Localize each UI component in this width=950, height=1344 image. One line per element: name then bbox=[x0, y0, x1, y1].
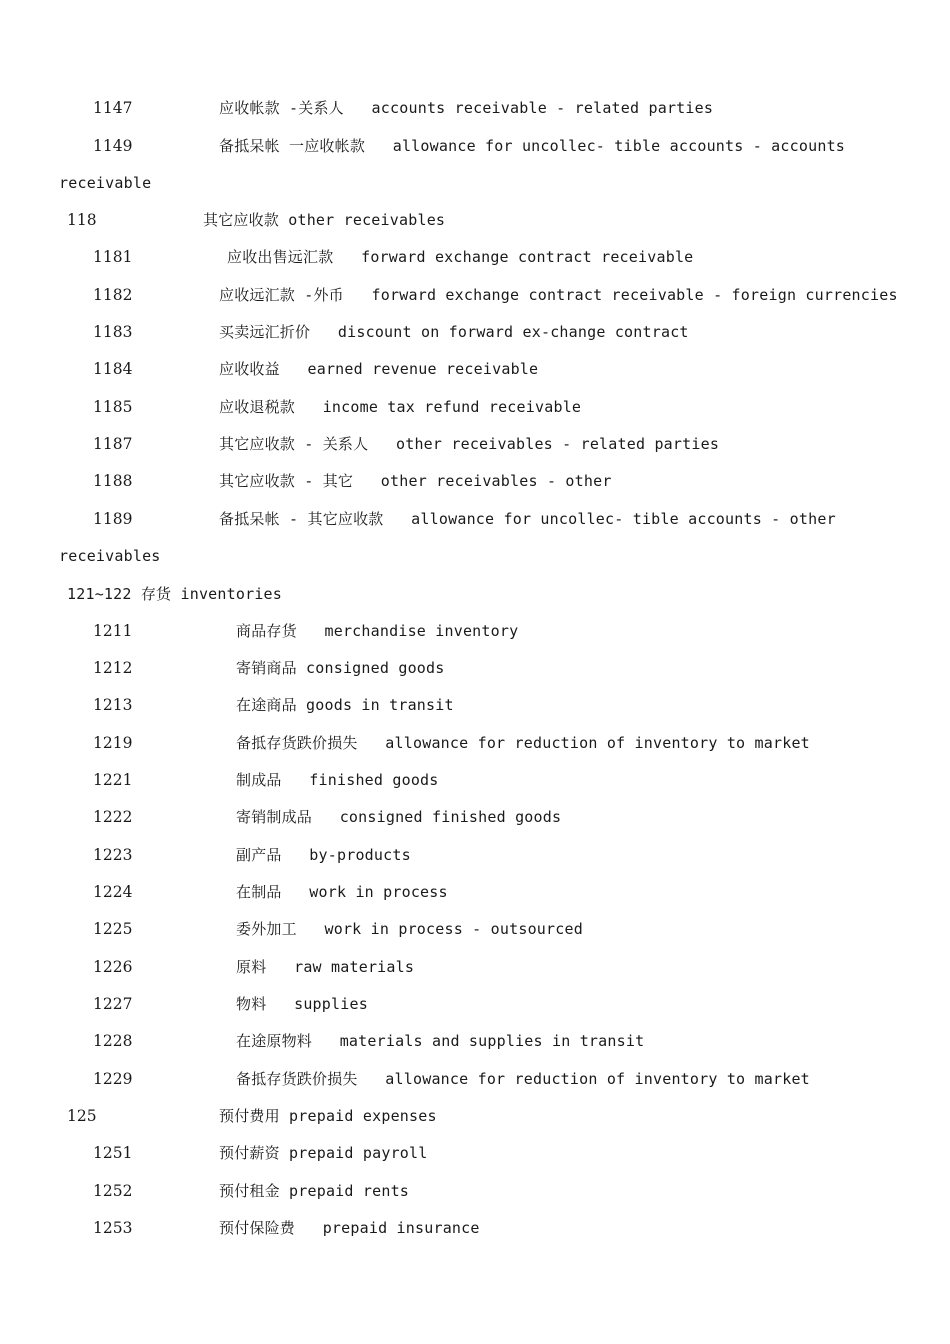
account-line bbox=[0, 320, 900, 344]
account-line bbox=[0, 283, 900, 307]
account-text: 其它应收款 other receivables bbox=[203, 211, 446, 229]
account-text: 其它应收款 - 其它 other receivables - other bbox=[219, 472, 612, 490]
account-line bbox=[0, 768, 900, 792]
account-code: 1219 bbox=[93, 734, 133, 752]
account-code: 1225 bbox=[93, 920, 133, 938]
account-text: 买卖远汇折价 discount on forward ex-change contract bbox=[219, 323, 689, 341]
account-line bbox=[0, 1029, 900, 1053]
account-text: 应收出售远汇款 forward exchange contract receivable bbox=[227, 248, 694, 266]
account-code: 1187 bbox=[93, 435, 133, 453]
account-line bbox=[0, 507, 900, 531]
account-code: 1227 bbox=[93, 995, 133, 1013]
account-code: 125 bbox=[67, 1107, 97, 1125]
account-line bbox=[0, 357, 900, 381]
account-line bbox=[0, 1141, 900, 1165]
account-line bbox=[0, 245, 900, 269]
account-line bbox=[0, 955, 900, 979]
account-group-line bbox=[0, 582, 900, 606]
account-text: 应收退税款 income tax refund receivable bbox=[219, 398, 582, 416]
account-text: receivable bbox=[59, 174, 152, 192]
account-code: 1251 bbox=[93, 1144, 133, 1162]
account-text: 预付租金 prepaid rents bbox=[219, 1182, 410, 1200]
account-code: 1212 bbox=[93, 659, 133, 677]
continuation-line bbox=[0, 171, 900, 195]
account-group-line bbox=[0, 208, 900, 232]
account-text: 其它应收款 - 关系人 other receivables - related parties bbox=[219, 435, 720, 453]
account-line bbox=[0, 917, 900, 941]
account-text: 预付费用 prepaid expenses bbox=[219, 1107, 437, 1125]
account-code: 1252 bbox=[93, 1182, 133, 1200]
account-text: 物料 supplies bbox=[236, 995, 368, 1013]
account-text: 应收远汇款 -外币 forward exchange contract receivable - foreign currencies bbox=[219, 286, 898, 304]
account-line bbox=[0, 134, 900, 158]
account-code: 1184 bbox=[93, 360, 133, 378]
account-code: 1226 bbox=[93, 958, 133, 976]
account-code: 1185 bbox=[93, 398, 133, 416]
account-line bbox=[0, 731, 900, 755]
account-code: 1253 bbox=[93, 1219, 133, 1237]
account-text: 原料 raw materials bbox=[236, 958, 415, 976]
account-text: 备抵存货跌价损失 allowance for reduction of inventory to market bbox=[236, 1070, 810, 1088]
account-line bbox=[0, 96, 900, 120]
account-text: 预付保险费 prepaid insurance bbox=[219, 1219, 480, 1237]
account-text: 应收收益 earned revenue receivable bbox=[219, 360, 539, 378]
account-line bbox=[0, 395, 900, 419]
continuation-line bbox=[0, 544, 900, 568]
account-code: 1181 bbox=[93, 248, 133, 266]
account-code: 1188 bbox=[93, 472, 133, 490]
account-text: 制成品 finished goods bbox=[236, 771, 439, 789]
account-line bbox=[0, 432, 900, 456]
account-text: 在制品 work in process bbox=[236, 883, 448, 901]
account-line bbox=[0, 619, 900, 643]
account-line bbox=[0, 469, 900, 493]
account-group-line bbox=[0, 1104, 900, 1128]
account-code: 118 bbox=[67, 211, 97, 229]
account-code: 1224 bbox=[93, 883, 133, 901]
account-text: 副产品 by-products bbox=[236, 846, 411, 864]
account-line bbox=[0, 805, 900, 829]
account-text: 在途原物料 materials and supplies in transit bbox=[236, 1032, 645, 1050]
account-text: 预付薪资 prepaid payroll bbox=[219, 1144, 428, 1162]
account-text: 在途商品 goods in transit bbox=[236, 696, 454, 714]
account-text: 委外加工 work in process - outsourced bbox=[236, 920, 583, 938]
account-code: 1223 bbox=[93, 846, 133, 864]
account-code: 1183 bbox=[93, 323, 133, 341]
account-code: 1189 bbox=[93, 510, 133, 528]
account-line bbox=[0, 843, 900, 867]
account-text: receivables bbox=[59, 547, 161, 565]
account-line bbox=[0, 1067, 900, 1091]
account-line bbox=[0, 693, 900, 717]
account-code: 1229 bbox=[93, 1070, 133, 1088]
account-text: 商品存货 merchandise inventory bbox=[236, 622, 519, 640]
account-code: 1211 bbox=[93, 622, 133, 640]
account-text: 寄销商品 consigned goods bbox=[236, 659, 445, 677]
account-code: 1213 bbox=[93, 696, 133, 714]
account-line bbox=[0, 656, 900, 680]
account-text: 寄销制成品 consigned finished goods bbox=[236, 808, 562, 826]
account-line bbox=[0, 880, 900, 904]
account-code: 1221 bbox=[93, 771, 133, 789]
account-line bbox=[0, 1216, 900, 1240]
account-code: 1228 bbox=[93, 1032, 133, 1050]
account-code: 1147 bbox=[93, 99, 133, 117]
account-text: 121~122 存货 inventories bbox=[67, 585, 283, 603]
account-text: 备抵存货跌价损失 allowance for reduction of inventory to market bbox=[236, 734, 810, 752]
account-code: 1222 bbox=[93, 808, 133, 826]
account-text: 备抵呆帐 一应收帐款 allowance for uncollec- tible accounts - accounts bbox=[219, 137, 846, 155]
account-text: 备抵呆帐 - 其它应收款 allowance for uncollec- tible accounts - other bbox=[219, 510, 836, 528]
account-line bbox=[0, 1179, 900, 1203]
account-text: 应收帐款 -关系人 accounts receivable - related parties bbox=[219, 99, 714, 117]
account-code: 1182 bbox=[93, 286, 133, 304]
account-line bbox=[0, 992, 900, 1016]
account-code: 1149 bbox=[93, 137, 133, 155]
